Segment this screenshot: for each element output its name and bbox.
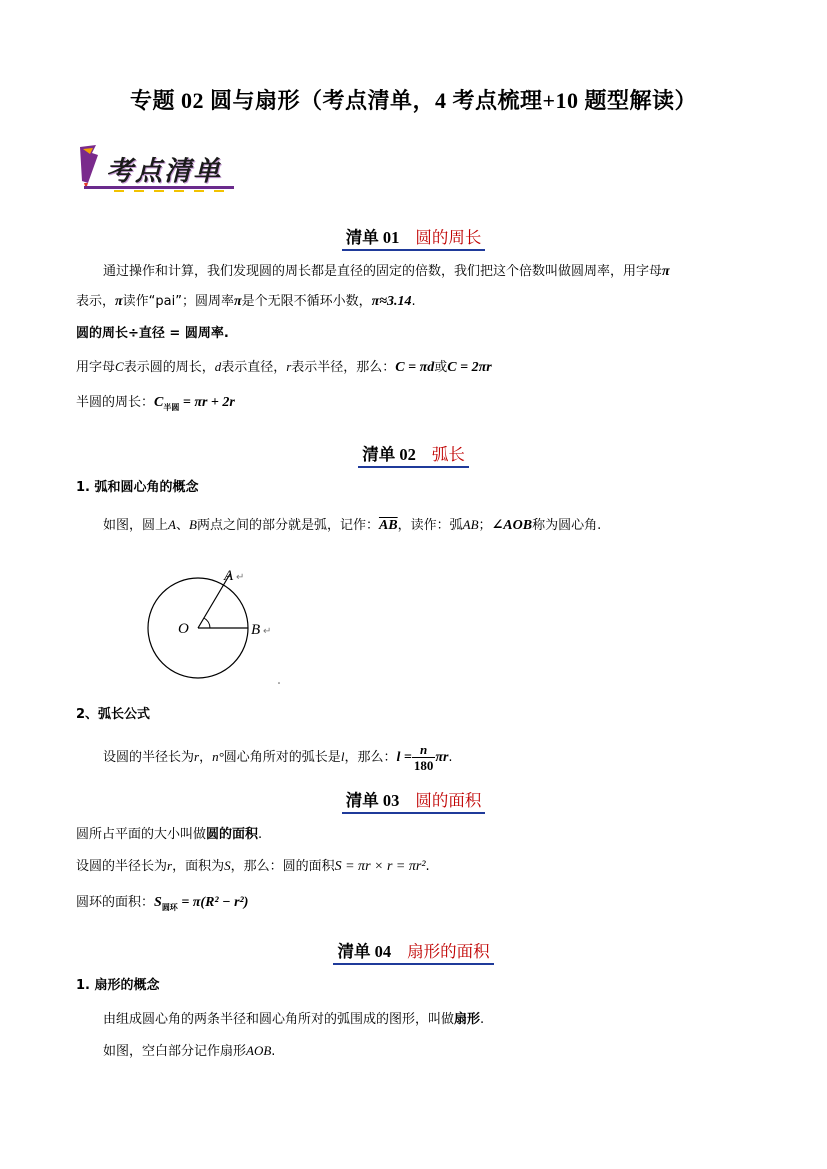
- section-header-04: [0, 938, 827, 965]
- return-mark: ↵: [236, 572, 245, 583]
- section-title: 圆的周长: [415, 228, 482, 247]
- badge-text: 考点清单: [106, 156, 222, 187]
- label-b: B: [251, 622, 261, 638]
- section-title: 圆的面积: [415, 791, 482, 810]
- section-title: 弧长: [431, 445, 465, 464]
- fraction: $\frac{n}{180}$: [413, 742, 434, 773]
- section-header-02: [0, 441, 827, 468]
- paragraph: 如图，空白部分记作扇形AOB.: [103, 1043, 276, 1059]
- subheading: 1. 弧和圆心角的概念: [76, 480, 199, 495]
- section-number: 清单 03: [345, 791, 400, 810]
- paragraph: 半圆的周长：$C_{半圆} = \pi r + 2r$: [76, 395, 235, 412]
- paragraph: 表示，π读作“pai”；圆周率π是个无限不循环小数，π≈3.14.: [76, 294, 416, 309]
- paragraph: 如图，圆上A、B两点之间的部分就是弧，记作：$\overline{AB}$，读作：弧AB；∠AOB称为圆心角.: [103, 517, 602, 533]
- paragraph-bold: 圆的周长÷直径 = 圆周率.: [76, 326, 229, 341]
- circle-figure: [140, 560, 300, 690]
- page-title: 专题 02 圆与扇形（考点清单，4 考点梳理+10 题型解读）: [129, 88, 698, 113]
- subheading: 1. 扇形的概念: [76, 978, 160, 993]
- section-number: 清单 04: [337, 942, 392, 961]
- label-o: O: [178, 621, 189, 637]
- paragraph: 用字母C表示圆的周长，d表示直径，r表示半径，那么：C = πd或C = 2πr: [76, 359, 492, 375]
- dot: [278, 682, 280, 684]
- section-header-03: [0, 787, 827, 814]
- section-title: 扇形的面积: [407, 942, 490, 961]
- section-number: 清单 01: [345, 228, 400, 247]
- angle-arc: [204, 618, 210, 628]
- label-a: A: [224, 568, 234, 584]
- return-mark: ↵: [263, 626, 272, 637]
- paragraph: 通过操作和计算，我们发现圆的周长都是直径的固定的倍数，我们把这个倍数叫做圆周率，用字母π: [103, 264, 670, 279]
- subheading: 2、弧长公式: [76, 707, 151, 722]
- section-number: 清单 02: [362, 445, 416, 464]
- paragraph: 设圆的半径长为r，n°圆心角所对的弧长是l，那么：l = $\frac{n}{180}$ πr.: [103, 742, 453, 773]
- paragraph: 圆环的面积：$S_{圆环} = \pi(R^2 - r^2)$: [76, 895, 249, 912]
- badge-kaodian-qingdan: [74, 143, 244, 193]
- section-header-01: [0, 224, 827, 251]
- paragraph: 设圆的半径长为r，面积为S，那么：圆的面积S = πr × r = πr².: [76, 858, 430, 874]
- paragraph: 由组成圆心角的两条半径和圆心角所对的弧围成的图形，叫做扇形.: [103, 1012, 485, 1027]
- paragraph: 圆所占平面的大小叫做圆的面积.: [76, 827, 263, 842]
